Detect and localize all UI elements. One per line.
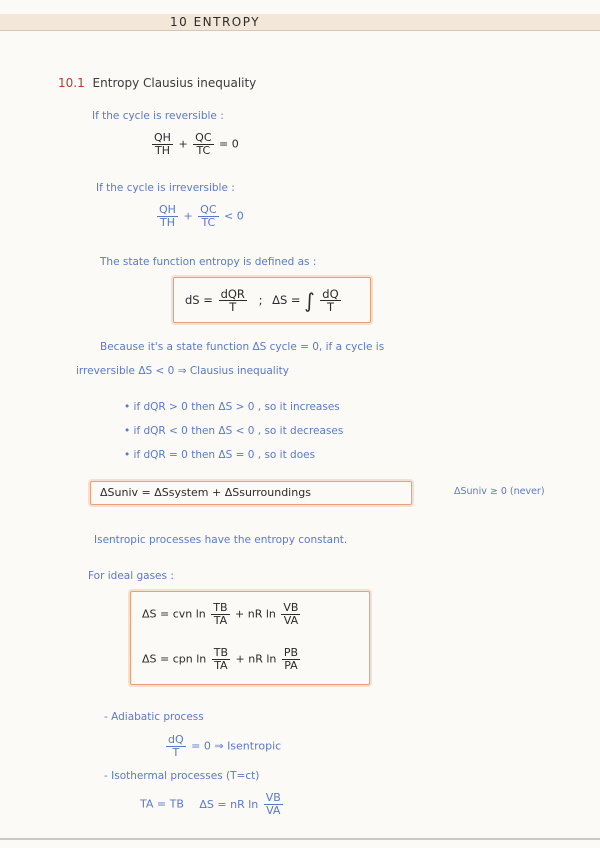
irreversible-intro: If the cycle is irreversible : [96,182,235,194]
section-heading [58,76,256,90]
state-function-text: The state function entropy is defined as : [100,256,317,268]
because-line-2: irreversible ΔS < 0 ⇒ Clausius inequality [76,365,289,377]
fraction: $\frac{VB}{VA}$ [283,601,299,627]
fraction: $\frac{QH}{TH}$ [154,131,171,157]
irreversible-equation: $\frac{QH}{TH}$ + $\frac{QC}{TC}$ < 0 [159,203,244,229]
header-bar [0,14,600,31]
reversible-equation: $\frac{QH}{TH}$ + $\frac{QC}{TC}$ = 0 [154,131,239,157]
fraction: $\frac{dQ}{T}$ [168,733,184,759]
isothermal-equation: TA = TB ΔS = nR ln $\frac{VB}{VA}$ [140,791,281,817]
adiabatic-equation: $\frac{dQ}{T}$ = 0 ⇒ Isentropic [168,733,282,759]
fraction: $\frac{\text{dQR}}{T}$ [220,287,245,314]
because-line-1: Because it's a state function ΔS cycle = 0, if a cycle is [100,341,385,353]
adiabatic-text: - Adiabatic process [104,711,204,723]
bullet-1: • if dQR > 0 then ΔS > 0 , so it increases [124,401,340,413]
fraction: $\frac{TB}{TA}$ [213,646,229,672]
universe-equation: ΔSuniv = ΔSsystem + ΔSsurroundings [100,486,311,499]
fraction: $\frac{TB}{TA}$ [213,601,228,627]
bullet-2: • if dQR < 0 then ΔS < 0 , so it decreases [124,425,344,437]
fraction: $\frac{dQ}{T}$ [322,287,339,314]
fraction: $\frac{PB}{PA}$ [283,646,299,672]
fraction: $\frac{QC}{TC}$ [195,131,212,157]
isothermal-text: - Isothermal processes (T=ct) [104,770,260,782]
ideal-gas-equation-1: ΔS = cvn ln $\frac{TB}{TA}$ + nR ln $\frac{VB}{VA}$ [142,601,299,627]
bottom-rule [0,838,600,840]
page-title: 10 ENTROPY [170,15,261,29]
fraction: $\frac{QC}{TC}$ [200,203,217,229]
bullet-3: • if dQR = 0 then ΔS = 0 , so it does [124,449,316,461]
isentropic-text: Isentropic processes have the entropy constant. [94,534,348,546]
ideal-gas-equation-2: ΔS = cpn ln $\frac{TB}{TA}$ + nR ln $\frac{PB}{PA}$ [142,646,299,672]
reversible-intro: If the cycle is reversible : [92,110,224,122]
section-number: 10.1 [58,76,85,90]
fraction: $\frac{QH}{TH}$ [159,203,176,229]
section-title: Entropy Clausius inequality [92,76,257,90]
fraction: $\frac{VB}{VA}$ [265,791,281,817]
ideal-gases-text: For ideal gases : [88,570,174,582]
universe-note: ΔSuniv ≥ 0 (never) [454,486,545,497]
definition-equation: dS = $\frac{\text{dQR}}{T}$ ; ΔS = ∫ $\frac{dQ}{T}$ [185,287,339,314]
